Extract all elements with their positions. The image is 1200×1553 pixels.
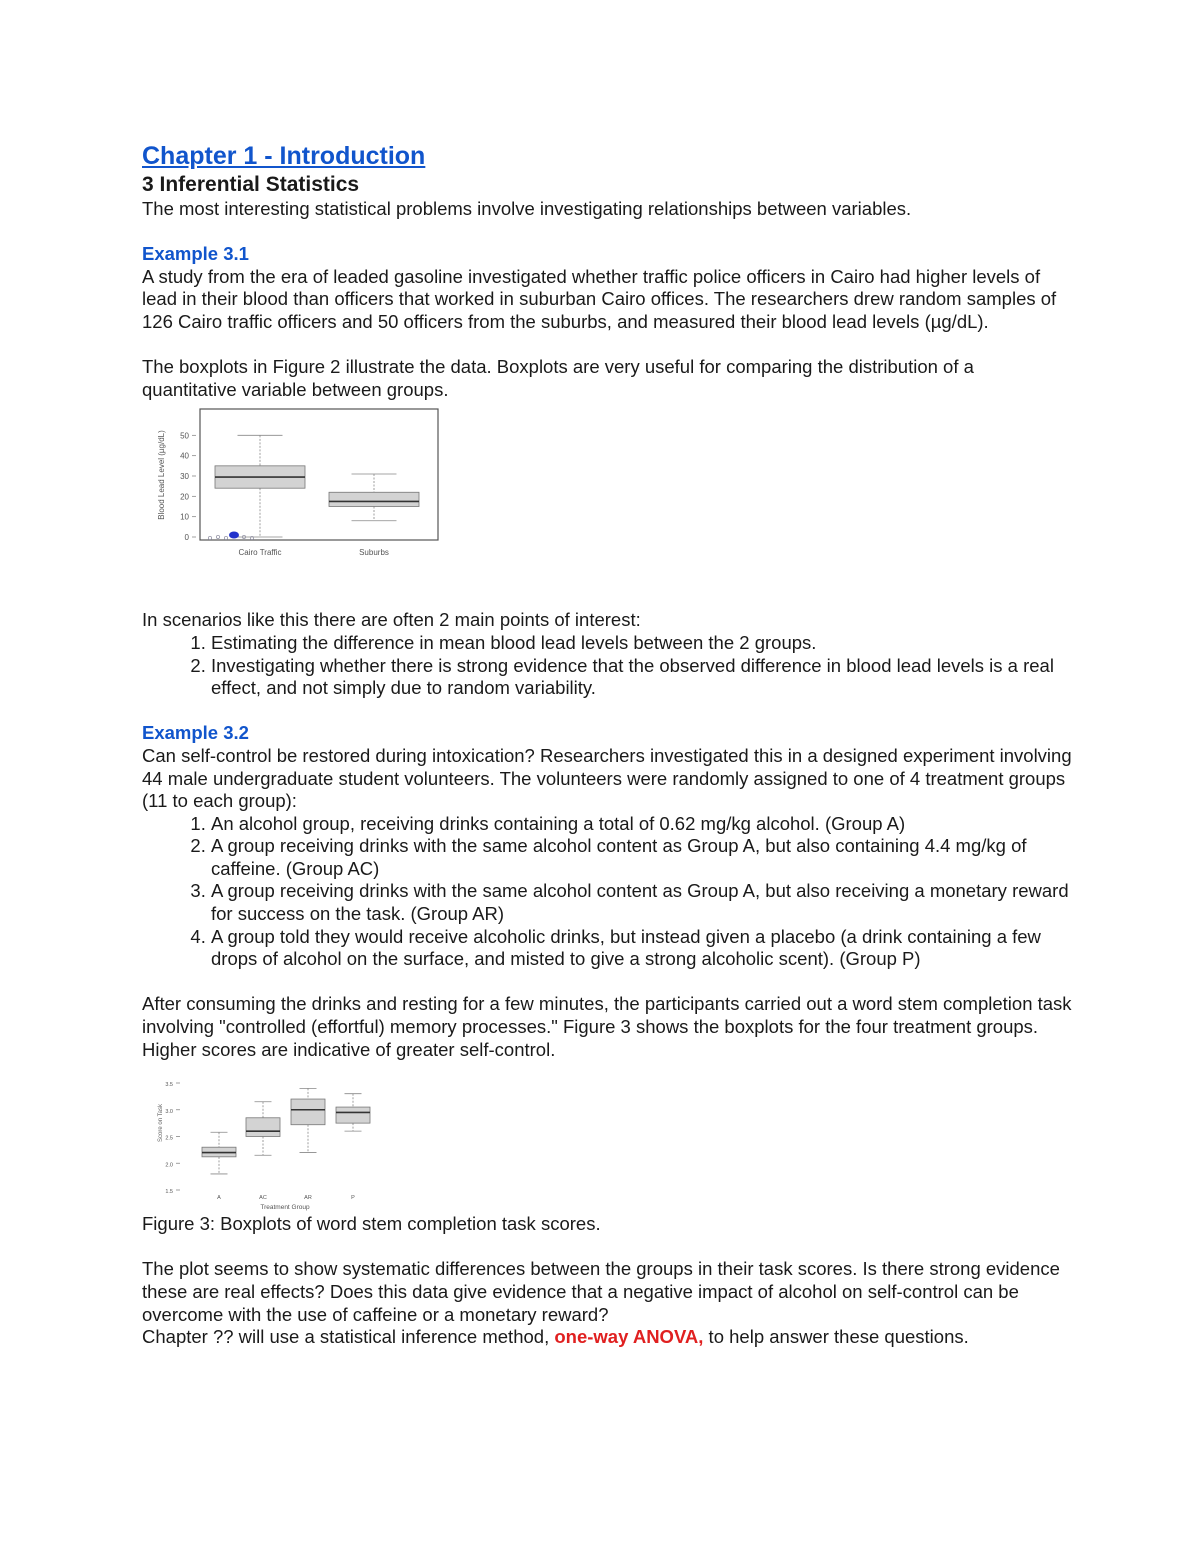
task-boxplot-chart [142,1063,382,1213]
task-y-ticks [165,1082,180,1195]
lead-y-axis-label: Blood Lead Level (µg/dL) [157,430,166,521]
treatment-groups-list [142,813,1072,971]
x-category-label: P [351,1195,355,1202]
y-tick-label: 10 [180,513,189,523]
intro-paragraph: The most interesting statistical problems involve investigating relationships between variables. [142,198,912,219]
lead-y-ticks [180,432,196,543]
x-category-label: A [217,1195,221,1202]
figure-2-lead-boxplot [142,407,1072,589]
y-tick-label: 2.5 [165,1135,173,1142]
lead-x-labels [239,548,389,557]
example-3-1-label: Example 3.1 [142,243,249,265]
lead-boxplot-chart [142,407,452,589]
y-tick-label: 1.5 [165,1189,173,1196]
anova-highlight: one-way ANOVA, [554,1326,704,1348]
document-page [142,140,1072,1349]
x-category-label: AC [259,1195,267,1202]
y-tick-label: 20 [180,492,189,502]
y-tick-label: 30 [180,472,189,482]
outlier-point [216,536,219,539]
outlier-point [229,532,239,539]
figure-3-caption: Figure 3: Boxplots of word stem completion task scores. [142,1213,601,1235]
list-item: 1. Estimating the difference in mean blood lead levels between the 2 groups. [211,632,1072,655]
y-tick-label: 40 [180,452,189,462]
points-list [142,632,1072,700]
y-tick-label: 50 [180,431,189,441]
y-tick-label: 3.0 [165,1108,173,1115]
points-intro: In scenarios like this there are often 2 main points of interest: [142,609,641,631]
x-category-label: AR [304,1195,312,1202]
y-tick-label: 2.0 [165,1162,173,1169]
x-category-label: Cairo Traffic [238,548,282,558]
outlier-point [224,537,227,540]
final-sentence [142,1326,1072,1349]
section-title: 3 Inferential Statistics [142,173,360,196]
task-x-axis-label: Treatment Group [260,1204,310,1212]
outlier-point [208,537,211,540]
box-iqr [336,1107,370,1123]
task-x-labels [217,1195,355,1201]
task-boxes [202,1089,370,1175]
example-3-2-text: Can self-control be restored during intoxication? Researchers investigated this in a designed experiment involving 44 male undergraduate student volunteers. The volunteers were randomly assigned to one of 4 treatment groups (11 to each group): [142,744,1072,812]
list-item: 1. An alcohol group, receiving drinks containing a total of 0.62 mg/kg alcohol. (Group A) [211,813,1072,836]
box-iqr [291,1099,325,1125]
final-prefix: Chapter ?? will use a statistical inference method, [142,1326,555,1348]
list-item: 3. A group receiving drinks with the same alcohol content as Group A, but also receiving a monetary reward for success on the task. (Group AR) [211,880,1072,925]
box-iqr [246,1118,280,1137]
list-item: 4. A group told they would receive alcoholic drinks, but instead given a placebo (a drink containing a few drops of alcohol on the surface, and misted to give a strong alcoholic scent). (Group P) [211,926,1072,971]
chapter-title[interactable]: Chapter 1 - Introduction [142,142,426,170]
lead-outlier-points [208,532,253,540]
y-tick-label: 0 [184,533,189,543]
after-consumption-text: After consuming the drinks and resting for a few minutes, the participants carried out a word stem completion task involving "controlled (effortful) memory processes." Figure 3 shows the boxplots for the four treatment groups. Higher scores are indicative of greater self-control. [142,993,1072,1060]
x-category-label: Suburbs [359,548,389,558]
box-iqr [329,493,419,507]
example-3-2-label: Example 3.2 [142,722,249,744]
lead-boxes [215,436,419,538]
task-y-axis-label: Score on Task [158,1104,164,1143]
list-item: 2. Investigating whether there is strong evidence that the observed difference in blood lead levels is a real effect, and not simply due to random variability. [211,655,1072,700]
final-suffix: to help answer these questions. [703,1326,969,1348]
boxplot-description: The boxplots in Figure 2 illustrate the data. Boxplots are very useful for comparing the distribution of a quantitative variable between groups. [142,356,974,400]
list-item: 2. A group receiving drinks with the same alcohol content as Group A, but also containing 4.4 mg/kg of caffeine. (Group AC) [211,835,1072,880]
conclusion-paragraph: The plot seems to show systematic differences between the groups in their task scores. Is there strong evidence these are real effects? Does this data give evidence that a negative impact of alcohol on self-control can be overcome with the use of caffeine or a monetary reward? [142,1258,1060,1325]
y-tick-label: 3.5 [165,1082,173,1089]
example-3-1-text: A study from the era of leaded gasoline investigated whether traffic police officers in Cairo had higher levels of lead in their blood than officers that worked in suburban Cairo offices. The researchers drew random samples of 126 Cairo traffic officers and 50 officers from the suburbs, and measured their blood lead levels (µg/dL). [142,265,1057,332]
figure-3-task-boxplot [142,1063,1072,1213]
